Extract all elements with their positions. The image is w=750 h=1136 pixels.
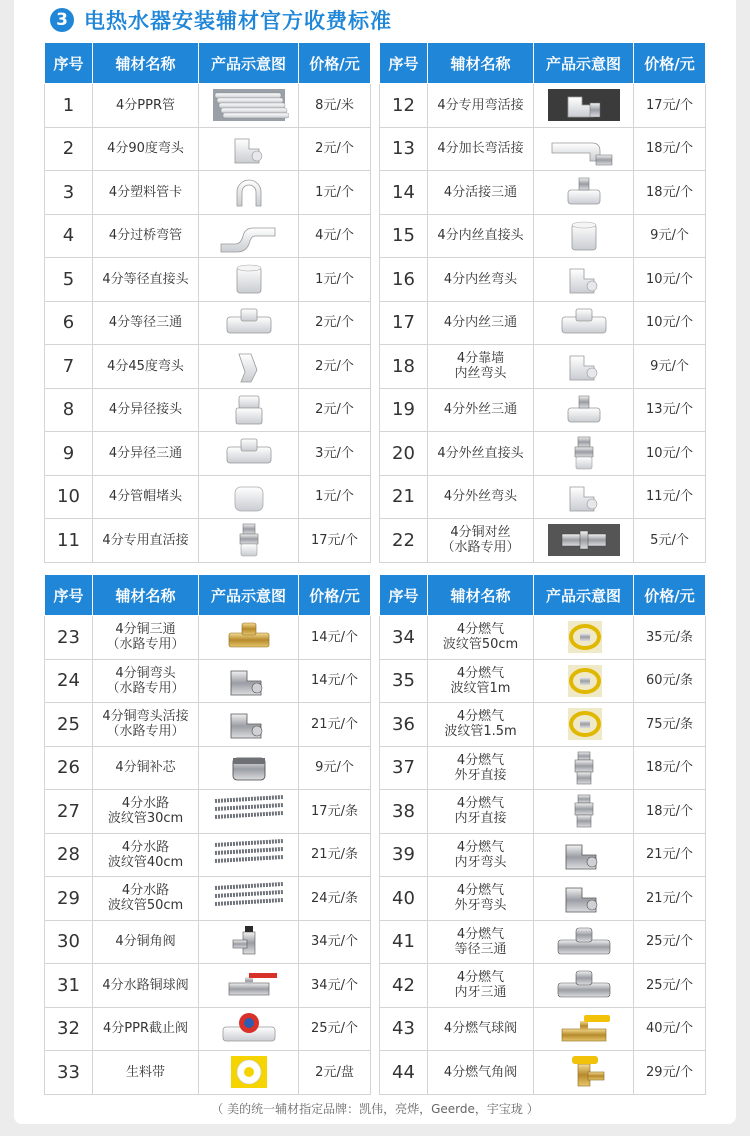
brass-union-elbow-icon xyxy=(199,704,298,744)
row-number: 36 xyxy=(380,703,428,747)
item-price: 21元/个 xyxy=(634,877,706,921)
product-image xyxy=(199,127,299,171)
product-image xyxy=(534,920,634,964)
straight-coupling-icon xyxy=(199,259,298,299)
long-union-elbow-icon xyxy=(534,129,633,169)
item-price: 5元/个 xyxy=(634,519,706,563)
row-number: 13 xyxy=(380,127,428,171)
row-number: 26 xyxy=(45,746,93,790)
row-number: 21 xyxy=(380,475,428,519)
row-number: 11 xyxy=(45,519,93,563)
product-image xyxy=(534,1007,634,1051)
row-number: 35 xyxy=(380,659,428,703)
item-name: 4分水路 波纹管30cm xyxy=(93,790,199,834)
item-price: 21元/个 xyxy=(299,703,371,747)
item-price: 2元/个 xyxy=(299,127,371,171)
table-row xyxy=(45,127,371,171)
item-name: 4分燃气 等径三通 xyxy=(428,920,534,964)
product-image xyxy=(534,301,634,345)
header-price: 价格/元 xyxy=(634,43,706,84)
row-number: 24 xyxy=(45,659,93,703)
corrugated-hose-icon xyxy=(199,835,298,875)
item-name: 4分燃气 波纹管1.5m xyxy=(428,703,534,747)
table-row xyxy=(380,616,706,660)
item-price: 18元/个 xyxy=(634,746,706,790)
header-price: 价格/元 xyxy=(634,575,706,616)
gas-female-elbow-icon xyxy=(534,835,633,875)
product-image xyxy=(199,877,299,921)
item-name: 4分水路铜球阀 xyxy=(93,964,199,1008)
page-title xyxy=(50,4,392,36)
item-price: 17元/条 xyxy=(299,790,371,834)
item-name: 4分外丝弯头 xyxy=(428,475,534,519)
union-straight-icon xyxy=(199,520,298,560)
product-image xyxy=(199,1007,299,1051)
product-image xyxy=(199,920,299,964)
item-price: 18元/个 xyxy=(634,790,706,834)
female-coupling-icon xyxy=(534,216,633,256)
product-image xyxy=(534,659,634,703)
item-name: 4分燃气 内牙三通 xyxy=(428,964,534,1008)
union-tee-icon xyxy=(534,172,633,212)
item-name: 4分异径接头 xyxy=(93,388,199,432)
product-image xyxy=(534,790,634,834)
header-image: 产品示意图 xyxy=(534,43,634,84)
item-name: 4分燃气 波纹管1m xyxy=(428,659,534,703)
table-row xyxy=(380,432,706,476)
product-image xyxy=(534,877,634,921)
table-row xyxy=(380,301,706,345)
gas-tee-icon xyxy=(534,922,633,962)
female-tee-icon xyxy=(534,303,633,343)
item-name: 4分等径三通 xyxy=(93,301,199,345)
item-price: 1元/个 xyxy=(299,171,371,215)
row-number: 31 xyxy=(45,964,93,1008)
row-number: 10 xyxy=(45,475,93,519)
product-image xyxy=(534,171,634,215)
item-price: 25元/个 xyxy=(634,920,706,964)
row-number: 7 xyxy=(45,345,93,389)
row-number: 2 xyxy=(45,127,93,171)
item-price: 9元/个 xyxy=(299,746,371,790)
union-elbow-icon xyxy=(534,85,633,125)
row-number: 17 xyxy=(380,301,428,345)
item-price: 1元/个 xyxy=(299,475,371,519)
reducer-icon xyxy=(199,390,298,430)
header-seq: 序号 xyxy=(45,43,93,84)
table-row xyxy=(45,301,371,345)
item-name: 4分燃气角阀 xyxy=(428,1051,534,1095)
row-number: 32 xyxy=(45,1007,93,1051)
product-image xyxy=(199,1051,299,1095)
row-number: 39 xyxy=(380,833,428,877)
row-number: 40 xyxy=(380,877,428,921)
row-number: 43 xyxy=(380,1007,428,1051)
header-name: 辅材名称 xyxy=(428,575,534,616)
product-image xyxy=(199,475,299,519)
table-row xyxy=(45,258,371,302)
tee-icon xyxy=(199,303,298,343)
stop-valve-icon xyxy=(199,1009,298,1049)
table-row xyxy=(380,171,706,215)
product-image xyxy=(199,616,299,660)
item-name: 4分内丝三通 xyxy=(428,301,534,345)
table-bottom-left xyxy=(44,574,371,1095)
elbow-icon xyxy=(199,129,298,169)
table-row xyxy=(45,659,371,703)
item-price: 21元/个 xyxy=(634,833,706,877)
product-image xyxy=(199,301,299,345)
product-image xyxy=(534,388,634,432)
row-number: 19 xyxy=(380,388,428,432)
table-row xyxy=(45,920,371,964)
table-row xyxy=(45,171,371,215)
row-number: 14 xyxy=(380,171,428,215)
item-price: 11元/个 xyxy=(634,475,706,519)
pipe-clip-icon xyxy=(199,172,298,212)
row-number: 34 xyxy=(380,616,428,660)
section-number-badge: 3 xyxy=(50,8,74,32)
product-image xyxy=(199,171,299,215)
item-name: 4分铜补芯 xyxy=(93,746,199,790)
wall-elbow-icon xyxy=(534,346,633,386)
reducing-tee-icon xyxy=(199,433,298,473)
table-row xyxy=(45,345,371,389)
male-elbow-icon xyxy=(534,477,633,517)
page-title-text: 电热水器安装辅材官方收费标准 xyxy=(84,9,392,33)
table-row xyxy=(380,833,706,877)
item-name: 4分塑料管卡 xyxy=(93,171,199,215)
table-row xyxy=(380,84,706,128)
gas-male-connector-icon xyxy=(534,748,633,788)
item-price: 8元/米 xyxy=(299,84,371,128)
product-image xyxy=(199,214,299,258)
ptfe-tape-icon xyxy=(199,1052,298,1092)
item-name: 4分专用弯活接 xyxy=(428,84,534,128)
table-row xyxy=(380,1051,706,1095)
brass-bushing-icon xyxy=(199,748,298,788)
male-tee-icon xyxy=(534,390,633,430)
gas-female-connector-icon xyxy=(534,791,633,831)
header-seq: 序号 xyxy=(45,575,93,616)
gas-hose-icon xyxy=(534,617,633,657)
row-number: 5 xyxy=(45,258,93,302)
table-row xyxy=(380,964,706,1008)
row-number: 20 xyxy=(380,432,428,476)
item-name: 4分水路 波纹管50cm xyxy=(93,877,199,921)
brass-tee-icon xyxy=(199,617,298,657)
product-image xyxy=(534,519,634,563)
item-name: 4分外丝直接头 xyxy=(428,432,534,476)
table-row xyxy=(45,833,371,877)
item-price: 25元/个 xyxy=(634,964,706,1008)
item-name: 4分管帽堵头 xyxy=(93,475,199,519)
bridge-bend-icon xyxy=(199,216,298,256)
item-price: 9元/个 xyxy=(634,345,706,389)
item-name: 4分铜弯头 （水路专用） xyxy=(93,659,199,703)
row-number: 15 xyxy=(380,214,428,258)
row-number: 37 xyxy=(380,746,428,790)
item-name: 4分燃气 波纹管50cm xyxy=(428,616,534,660)
table-row xyxy=(45,475,371,519)
product-image xyxy=(199,432,299,476)
item-price: 10元/个 xyxy=(634,301,706,345)
table-row xyxy=(380,519,706,563)
row-number: 1 xyxy=(45,84,93,128)
product-image xyxy=(534,833,634,877)
item-name: 4分靠墙 内丝弯头 xyxy=(428,345,534,389)
row-number: 18 xyxy=(380,345,428,389)
item-price: 24元/条 xyxy=(299,877,371,921)
header-price: 价格/元 xyxy=(299,575,371,616)
item-name: 4分燃气 外牙直接 xyxy=(428,746,534,790)
table-row xyxy=(380,258,706,302)
item-name: 生料带 xyxy=(93,1051,199,1095)
table-row xyxy=(45,616,371,660)
item-price: 18元/个 xyxy=(634,127,706,171)
item-name: 4分内丝直接头 xyxy=(428,214,534,258)
table-row xyxy=(45,214,371,258)
item-price: 13元/个 xyxy=(634,388,706,432)
header-seq: 序号 xyxy=(380,575,428,616)
product-image xyxy=(199,388,299,432)
brass-nipple-icon xyxy=(534,520,633,560)
item-name: 4分燃气 内牙弯头 xyxy=(428,833,534,877)
table-row xyxy=(380,746,706,790)
table-row xyxy=(380,127,706,171)
item-price: 25元/个 xyxy=(299,1007,371,1051)
item-price: 40元/个 xyxy=(634,1007,706,1051)
item-name: 4分异径三通 xyxy=(93,432,199,476)
row-number: 12 xyxy=(380,84,428,128)
header-image: 产品示意图 xyxy=(199,575,299,616)
header-seq: 序号 xyxy=(380,43,428,84)
product-image xyxy=(534,214,634,258)
item-name: 4分燃气 外牙弯头 xyxy=(428,877,534,921)
header-image: 产品示意图 xyxy=(199,43,299,84)
table-row xyxy=(380,345,706,389)
table-row xyxy=(45,703,371,747)
ball-valve-icon xyxy=(199,965,298,1005)
corrugated-hose-icon xyxy=(199,791,298,831)
table-row xyxy=(45,790,371,834)
item-price: 2元/个 xyxy=(299,301,371,345)
brass-elbow-icon xyxy=(199,661,298,701)
table-row xyxy=(380,214,706,258)
product-image xyxy=(199,833,299,877)
table-row xyxy=(45,519,371,563)
item-price: 35元/条 xyxy=(634,616,706,660)
product-image xyxy=(534,703,634,747)
row-number: 27 xyxy=(45,790,93,834)
pipe-cap-icon xyxy=(199,477,298,517)
item-name: 4分铜对丝 （水路专用） xyxy=(428,519,534,563)
product-image xyxy=(199,703,299,747)
row-number: 42 xyxy=(380,964,428,1008)
header-name: 辅材名称 xyxy=(93,43,199,84)
row-number: 30 xyxy=(45,920,93,964)
table-row xyxy=(45,432,371,476)
item-price: 2元/个 xyxy=(299,345,371,389)
table-row xyxy=(380,790,706,834)
item-price: 18元/个 xyxy=(634,171,706,215)
product-image xyxy=(199,345,299,389)
product-image xyxy=(534,345,634,389)
item-name: 4分水路 波纹管40cm xyxy=(93,833,199,877)
table-top-right xyxy=(379,42,706,563)
row-number: 6 xyxy=(45,301,93,345)
table-row xyxy=(45,84,371,128)
item-price: 2元/个 xyxy=(299,388,371,432)
table-bottom-right xyxy=(379,574,706,1095)
header-image: 产品示意图 xyxy=(534,575,634,616)
row-number: 33 xyxy=(45,1051,93,1095)
header-price: 价格/元 xyxy=(299,43,371,84)
item-name: 4分铜角阀 xyxy=(93,920,199,964)
item-price: 17元/个 xyxy=(299,519,371,563)
row-number: 38 xyxy=(380,790,428,834)
item-name: 4分45度弯头 xyxy=(93,345,199,389)
product-image xyxy=(199,519,299,563)
item-name: 4分过桥弯管 xyxy=(93,214,199,258)
table-row xyxy=(45,1051,371,1095)
item-price: 14元/个 xyxy=(299,616,371,660)
row-number: 41 xyxy=(380,920,428,964)
row-number: 3 xyxy=(45,171,93,215)
item-price: 29元/个 xyxy=(634,1051,706,1095)
row-number: 44 xyxy=(380,1051,428,1095)
row-number: 9 xyxy=(45,432,93,476)
table-row xyxy=(380,388,706,432)
row-number: 8 xyxy=(45,388,93,432)
item-price: 21元/条 xyxy=(299,833,371,877)
item-name: 4分PPR管 xyxy=(93,84,199,128)
table-top-left xyxy=(44,42,371,563)
table-row xyxy=(380,659,706,703)
item-price: 14元/个 xyxy=(299,659,371,703)
product-image xyxy=(534,1051,634,1095)
table-row xyxy=(45,1007,371,1051)
item-name: 4分加长弯活接 xyxy=(428,127,534,171)
product-image xyxy=(534,127,634,171)
product-image xyxy=(199,746,299,790)
row-number: 28 xyxy=(45,833,93,877)
product-image xyxy=(199,790,299,834)
item-price: 34元/个 xyxy=(299,964,371,1008)
item-name: 4分活接三通 xyxy=(428,171,534,215)
gas-male-elbow-icon xyxy=(534,878,633,918)
item-price: 17元/个 xyxy=(634,84,706,128)
table-row xyxy=(380,475,706,519)
item-price: 60元/条 xyxy=(634,659,706,703)
row-number: 25 xyxy=(45,703,93,747)
table-row xyxy=(380,877,706,921)
item-name: 4分内丝弯头 xyxy=(428,258,534,302)
gas-hose-icon xyxy=(534,704,633,744)
product-image xyxy=(199,84,299,128)
item-price: 3元/个 xyxy=(299,432,371,476)
gas-ball-valve-icon xyxy=(534,1009,633,1049)
header-name: 辅材名称 xyxy=(93,575,199,616)
female-elbow-icon xyxy=(534,259,633,299)
table-row xyxy=(380,1007,706,1051)
product-image xyxy=(534,84,634,128)
item-price: 2元/盘 xyxy=(299,1051,371,1095)
item-name: 4分燃气球阀 xyxy=(428,1007,534,1051)
product-image xyxy=(199,964,299,1008)
item-name: 4分铜弯头活接 （水路专用） xyxy=(93,703,199,747)
item-name: 4分外丝三通 xyxy=(428,388,534,432)
angle-valve-icon xyxy=(199,922,298,962)
gas-hose-icon xyxy=(534,661,633,701)
product-image xyxy=(534,616,634,660)
male-coupling-icon xyxy=(534,433,633,473)
product-image xyxy=(534,964,634,1008)
gas-female-tee-icon xyxy=(534,965,633,1005)
brand-footnote: （ 美的统一辅材指定品牌：凯伟，亮烨，Geerde，宇宝珑 ） xyxy=(211,1102,539,1116)
table-row xyxy=(380,920,706,964)
row-number: 16 xyxy=(380,258,428,302)
row-number: 22 xyxy=(380,519,428,563)
table-row xyxy=(45,877,371,921)
row-number: 23 xyxy=(45,616,93,660)
item-price: 4元/个 xyxy=(299,214,371,258)
table-row xyxy=(45,388,371,432)
product-image xyxy=(534,432,634,476)
item-name: 4分燃气 内牙直接 xyxy=(428,790,534,834)
item-name: 4分专用直活接 xyxy=(93,519,199,563)
row-number: 4 xyxy=(45,214,93,258)
product-image xyxy=(199,258,299,302)
row-number: 29 xyxy=(45,877,93,921)
table-row xyxy=(380,703,706,747)
product-image xyxy=(534,475,634,519)
elbow-45-icon xyxy=(199,346,298,386)
item-name: 4分等径直接头 xyxy=(93,258,199,302)
item-price: 10元/个 xyxy=(634,432,706,476)
item-price: 75元/条 xyxy=(634,703,706,747)
table-row xyxy=(45,964,371,1008)
item-price: 10元/个 xyxy=(634,258,706,302)
item-name: 4分PPR截止阀 xyxy=(93,1007,199,1051)
item-price: 1元/个 xyxy=(299,258,371,302)
ppr-pipes-icon xyxy=(199,85,298,125)
header-name: 辅材名称 xyxy=(428,43,534,84)
table-row xyxy=(45,746,371,790)
item-name: 4分铜三通 （水路专用） xyxy=(93,616,199,660)
item-price: 9元/个 xyxy=(634,214,706,258)
gas-angle-valve-icon xyxy=(534,1052,633,1092)
corrugated-hose-icon xyxy=(199,878,298,918)
item-price: 34元/个 xyxy=(299,920,371,964)
product-image xyxy=(534,258,634,302)
product-image xyxy=(199,659,299,703)
product-image xyxy=(534,746,634,790)
item-name: 4分90度弯头 xyxy=(93,127,199,171)
